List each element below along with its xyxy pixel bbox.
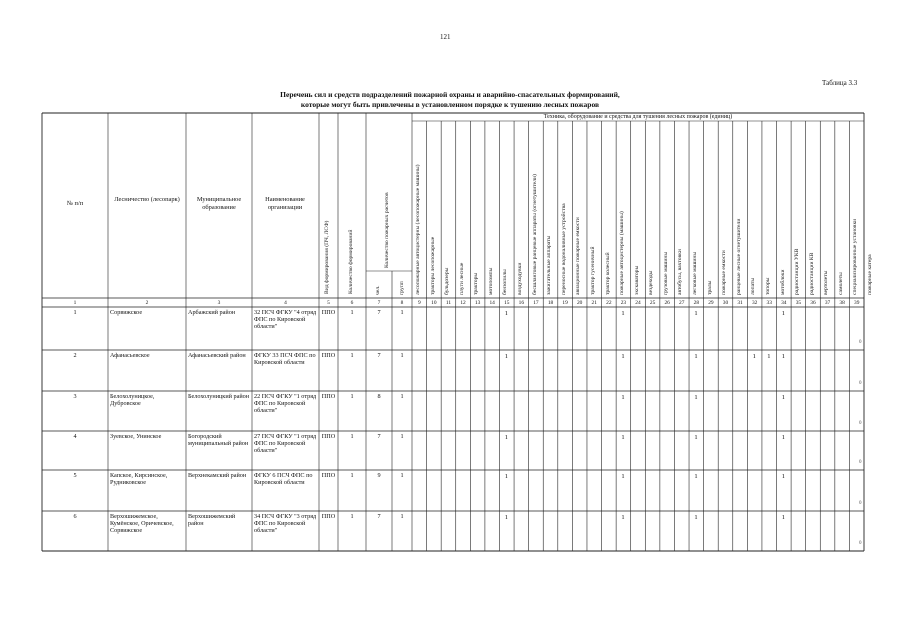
row-3-equipment-col-23: 1 bbox=[621, 394, 625, 401]
column-number-14: 14 bbox=[489, 300, 495, 306]
column-number-2: 2 bbox=[145, 300, 149, 306]
column-number-10: 10 bbox=[431, 300, 437, 306]
row-4-type: ППО bbox=[321, 433, 336, 440]
row-1-equipment-col-28: 1 bbox=[694, 310, 698, 317]
column-number-18: 18 bbox=[547, 300, 554, 306]
row-1-people: 7 bbox=[377, 309, 381, 316]
column-number-7: 7 bbox=[377, 300, 381, 306]
row-4-equipment-col-23: 1 bbox=[621, 434, 625, 441]
column-number-17: 17 bbox=[533, 300, 539, 306]
row-5-end-mark: 0 bbox=[859, 501, 862, 506]
row-6-type: ППО bbox=[321, 513, 336, 520]
header-equipment-21: тралы bbox=[706, 280, 713, 295]
column-number-8: 8 bbox=[400, 300, 404, 306]
column-number-21: 21 bbox=[591, 300, 597, 306]
column-number-38: 38 bbox=[839, 300, 845, 306]
row-6-people: 7 bbox=[377, 513, 381, 520]
row-2-equipment-col-23: 1 bbox=[621, 353, 625, 360]
row-4-municipality: Богородский муниципальный район bbox=[188, 433, 249, 447]
header-equipment-1: лесопожарные автоцистерны (лесопожарные машины) bbox=[415, 164, 421, 295]
row-6-count: 1 bbox=[350, 513, 354, 520]
row-2-type: ППО bbox=[321, 352, 336, 359]
column-number-25: 25 bbox=[649, 300, 656, 306]
row-4-organization: 27 ПСЧ ФГКУ "1 отряд ФПС по Кировской области" bbox=[254, 433, 317, 454]
header-personnel-count: Количество пожарных расчетов bbox=[384, 192, 390, 268]
header-equipment-7: бензопилы bbox=[502, 269, 509, 295]
header-equipment-17: вездеходы bbox=[648, 270, 655, 295]
header-equipment-30: самолеты bbox=[837, 272, 844, 295]
row-2-equipment-col-15: 1 bbox=[504, 353, 509, 360]
row-5-equipment-col-23: 1 bbox=[621, 473, 625, 480]
row-6-equipment-col-23: 1 bbox=[621, 514, 625, 521]
column-number-11: 11 bbox=[445, 300, 452, 306]
table-title-line-2: которые могут быть привлечены в установленном порядке к тушению лесных пожаров bbox=[300, 100, 600, 109]
column-number-19: 19 bbox=[562, 300, 568, 306]
header-equipment-8: воздуходувки bbox=[517, 262, 524, 295]
row-1-equipment-col-34: 1 bbox=[781, 310, 786, 317]
header-equipment-26: мотоблоки bbox=[779, 269, 786, 295]
row-3-end-mark: 0 bbox=[859, 421, 862, 426]
header-equipment-15: пожарные автоцистерны (машины) bbox=[619, 211, 626, 295]
row-2-equipment-col-34: 1 bbox=[781, 353, 786, 360]
row-4-forestry: Зуевское, Унинское bbox=[110, 433, 162, 440]
row-2-equipment-col-33: 1 bbox=[767, 353, 771, 360]
row-3-type: ППО bbox=[321, 393, 336, 400]
row-5-equipment-col-34: 1 bbox=[781, 473, 786, 480]
row-5-groups: 1 bbox=[400, 472, 404, 479]
header-equipment-16: экскаваторы bbox=[633, 265, 640, 295]
row-5-municipality: Верхнекамский район bbox=[188, 472, 247, 479]
header-equipment-23: ранцевые лесные огнетушители bbox=[735, 218, 742, 295]
row-2-organization: ФГКУ 33 ПСЧ ФПС по Кировской области bbox=[254, 352, 316, 366]
column-number-3: 3 bbox=[217, 300, 221, 306]
row-6-groups: 1 bbox=[400, 513, 404, 520]
row-6-municipality: Верхошижемский район bbox=[188, 513, 236, 527]
row-5-num: 5 bbox=[73, 472, 77, 479]
column-number-6: 6 bbox=[350, 300, 354, 306]
row-2-forestry: Афанасьевское bbox=[110, 352, 150, 359]
column-number-29: 29 bbox=[708, 300, 714, 306]
column-number-30: 30 bbox=[722, 300, 729, 306]
row-4-equipment-col-15: 1 bbox=[504, 434, 509, 441]
row-4-equipment-col-34: 1 bbox=[781, 434, 786, 441]
row-3-equipment-col-34: 1 bbox=[781, 394, 786, 401]
row-1-type: ППО bbox=[321, 309, 336, 316]
row-1-num: 1 bbox=[73, 309, 77, 316]
row-3-equipment-col-28: 1 bbox=[694, 394, 698, 401]
header-equipment-9: бесшланговые ранцевые аппараты (огнетушители) bbox=[531, 174, 538, 295]
header-equipment-28: радиостанции КВ bbox=[808, 252, 815, 295]
header-equipment-18: грузовые машины bbox=[662, 251, 669, 295]
row-1-organization: 32 ПСЧ ФГКУ "4 отряд ФПС по Кировской области" bbox=[254, 309, 317, 330]
column-number-22: 22 bbox=[606, 300, 612, 306]
column-number-24: 24 bbox=[635, 300, 641, 306]
column-number-20: 20 bbox=[576, 300, 583, 306]
row-5-organization: ФГКУ 6 ПСЧ ФПС по Кировской области bbox=[254, 472, 313, 486]
header-equipment-group: Техника, оборудование и средства для тушения лесных пожаров (единиц) bbox=[543, 114, 733, 120]
column-number-35: 35 bbox=[795, 300, 802, 306]
header-equipment-13: трактор гусеничный bbox=[589, 246, 596, 295]
column-number-31: 31 bbox=[737, 300, 743, 306]
row-2-end-mark: 0 bbox=[859, 381, 862, 386]
column-number-39: 39 bbox=[854, 300, 860, 306]
column-number-32: 32 bbox=[751, 300, 758, 306]
header-equipment-3: бульдозеры bbox=[444, 267, 451, 295]
row-2-people: 7 bbox=[377, 352, 381, 359]
row-4-end-mark: 0 bbox=[859, 460, 862, 465]
header-equipment-12: авиационные пожарные емкости bbox=[575, 217, 582, 295]
header-equipment-27: радиостанции УКВ bbox=[794, 248, 801, 295]
column-number-28: 28 bbox=[693, 300, 700, 306]
row-1-count: 1 bbox=[350, 309, 354, 316]
row-5-forestry: Капское, Кирсинское, Рудниковское bbox=[110, 472, 168, 486]
column-number-26: 26 bbox=[664, 300, 670, 306]
header-equipment-29: вертолеты bbox=[823, 270, 830, 295]
column-number-27: 27 bbox=[679, 300, 685, 306]
table-label: Таблица 3.3 bbox=[822, 79, 858, 87]
row-1-municipality: Арбажский район bbox=[188, 309, 236, 316]
column-number-4: 4 bbox=[284, 300, 287, 306]
row-1-equipment-col-15: 1 bbox=[504, 310, 509, 317]
header-equipment-19: автобусы, вахтовки bbox=[677, 249, 684, 295]
row-6-end-mark: 0 bbox=[859, 541, 862, 546]
header-equipment-4: плуги лесные bbox=[458, 262, 465, 295]
header-organization: Наименование организации bbox=[265, 196, 305, 211]
header-formation-count: Количество формирований bbox=[348, 229, 354, 294]
column-number-34: 34 bbox=[781, 300, 787, 306]
header-equipment-6: мотопомпы bbox=[487, 267, 494, 295]
row-4-num: 4 bbox=[73, 433, 77, 440]
header-forestry: Лесничество (лесопарк) bbox=[114, 196, 180, 203]
row-5-type: ППО bbox=[321, 472, 336, 479]
row-6-num: 6 bbox=[73, 513, 77, 520]
row-2-groups: 1 bbox=[400, 352, 404, 359]
row-3-municipality: Белохолуницкий район bbox=[188, 393, 250, 400]
row-2-equipment-col-28: 1 bbox=[694, 353, 698, 360]
table-title-line-1: Перечень сил и средств подразделений пожарной охраны и аварийно-спасательных формирований, bbox=[280, 90, 620, 99]
row-3-count: 1 bbox=[350, 393, 354, 400]
row-3-groups: 1 bbox=[400, 393, 404, 400]
row-2-count: 1 bbox=[350, 352, 354, 359]
row-3-organization: 22 ПСЧ ФГКУ "1 отряд ФПС по Кировской области" bbox=[254, 393, 317, 414]
header-equipment-32: пожарные катера bbox=[867, 254, 873, 295]
row-2-municipality: Афанасьевский район bbox=[188, 352, 246, 359]
header-equipment-22: пожарные емкости bbox=[721, 250, 728, 295]
header-equipment-10: зажигательные аппараты bbox=[546, 235, 553, 295]
row-6-equipment-col-34: 1 bbox=[781, 514, 786, 521]
column-number-13: 13 bbox=[474, 300, 481, 306]
header-equipment-31: специализированные установки bbox=[852, 218, 859, 295]
header-personnel-groups: групп bbox=[399, 281, 405, 295]
row-4-count: 1 bbox=[350, 433, 354, 440]
header-equipment-24: лопаты bbox=[750, 277, 757, 295]
header-equipment-2: тракторы лесопожарные bbox=[429, 236, 436, 295]
header-equipment-25: топоры bbox=[764, 277, 771, 295]
row-6-equipment-col-15: 1 bbox=[504, 514, 509, 521]
row-3-forestry: Белохолуницкое, Дубровское bbox=[110, 393, 155, 407]
column-number-12: 12 bbox=[460, 300, 466, 306]
row-6-equipment-col-28: 1 bbox=[694, 514, 698, 521]
row-2-equipment-col-32: 1 bbox=[752, 353, 756, 360]
row-4-people: 7 bbox=[377, 433, 381, 440]
column-number-5: 5 bbox=[327, 300, 330, 306]
header-municipality: Муниципальное образование bbox=[196, 196, 242, 211]
header-personnel-people: чел. bbox=[375, 285, 381, 295]
row-5-people: 9 bbox=[377, 472, 381, 479]
header-equipment-14: трактор колесный bbox=[604, 252, 611, 295]
row-5-count: 1 bbox=[350, 472, 354, 479]
header-num: № п/п bbox=[66, 200, 84, 207]
row-6-forestry: Верхошижемское, Кумёнское, Оричевское, Сорвижское bbox=[110, 513, 174, 534]
column-number-33: 33 bbox=[766, 300, 772, 306]
row-4-groups: 1 bbox=[400, 433, 404, 440]
row-4-equipment-col-28: 1 bbox=[694, 434, 698, 441]
column-number-9: 9 bbox=[417, 300, 421, 306]
row-1-end-mark: 0 bbox=[859, 340, 862, 345]
column-number-36: 36 bbox=[810, 300, 816, 306]
row-1-forestry: Сорвижское bbox=[110, 309, 143, 316]
header-equipment-20: легковые машины bbox=[692, 251, 699, 295]
row-1-equipment-col-23: 1 bbox=[621, 310, 625, 317]
row-2-num: 2 bbox=[73, 352, 77, 359]
column-number-16: 16 bbox=[518, 300, 525, 306]
header-formation-type: Вид формирования (ПЧ, ЛСФ) bbox=[324, 220, 330, 294]
column-number-1: 1 bbox=[73, 300, 77, 306]
row-3-num: 3 bbox=[73, 393, 77, 400]
column-number-15: 15 bbox=[504, 300, 510, 306]
row-3-people: 8 bbox=[377, 393, 381, 400]
header-equipment-5: тракторы bbox=[473, 272, 480, 295]
header-equipment-11: переносные водоналивные устройства bbox=[560, 203, 567, 295]
column-number-23: 23 bbox=[620, 300, 627, 306]
column-number-37: 37 bbox=[824, 300, 831, 306]
page-number: 121 bbox=[440, 33, 451, 41]
row-5-equipment-col-28: 1 bbox=[694, 473, 698, 480]
row-5-equipment-col-15: 1 bbox=[504, 473, 509, 480]
row-1-groups: 1 bbox=[400, 309, 404, 316]
row-6-organization: 34 ПСЧ ФГКУ "3 отряд ФПС по Кировской области" bbox=[254, 513, 317, 534]
